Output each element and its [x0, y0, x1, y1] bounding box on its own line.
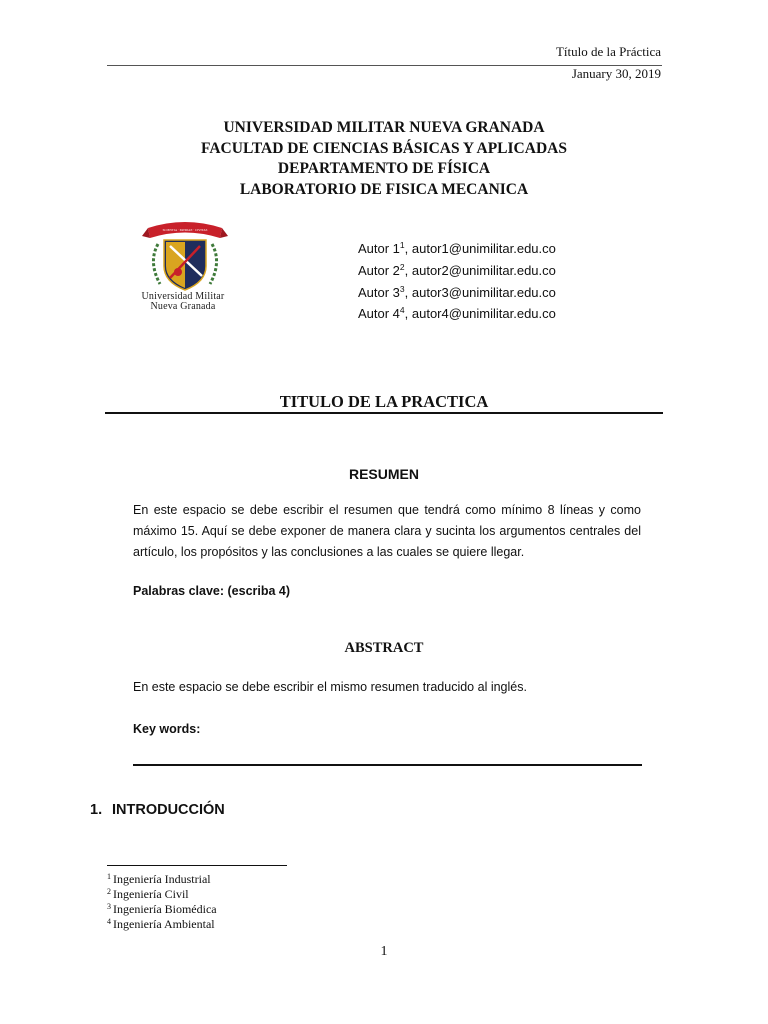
author-line: Autor $2^2$, autor2@unimilitar.edu.co	[358, 261, 556, 278]
practice-title: TITULO DE LA PRACTICA	[279, 392, 489, 411]
running-header-title: Título de la Práctica	[555, 44, 661, 59]
author-list	[358, 238, 556, 325]
palabras-clave: Palabras clave: (escriba 4)	[133, 584, 291, 598]
faculty-name: FACULTAD DE CIENCIAS BÁSICAS Y APLICADAS	[201, 139, 567, 157]
resumen-body: En este espacio se debe escribir el resumen que tendrá como mínimo 8 líneas y como máximo 15. Aquí se debe exponer de manera clara y sucinta los argumentos centrales del artículo, los propósitos y las conclusiones a las cuales se quiere llegar.	[133, 503, 641, 559]
footnote: $^1$ Ingeniería Industrial	[107, 872, 211, 886]
department-name: DEPARTAMENTO DE FÍSICA	[277, 160, 491, 178]
author-line: Autor $4^4$, autor4@unimilitar.edu.co	[358, 305, 556, 322]
logo-wordmark	[140, 292, 226, 312]
logo-ribbon-text: SCIENTIA · PATRIAE · CIVITAS	[162, 228, 208, 232]
abstract-divider	[133, 764, 642, 766]
section-number: 1.	[90, 802, 103, 818]
abstract-body: En este espacio se debe escribir el mismo resumen traducido al inglés.	[133, 680, 527, 694]
page-number: 1	[380, 944, 388, 959]
footnote: $^3$ Ingeniería Biomédica	[107, 902, 217, 916]
university-name: UNIVERSIDAD MILITAR NUEVA GRANADA	[223, 119, 545, 136]
key-words: Key words:	[133, 722, 201, 736]
section-title: INTRODUCCIÓN	[112, 802, 225, 818]
logo-wordmark-line1: Universidad Militar	[141, 291, 225, 302]
running-header-date: January 30, 2019	[571, 66, 661, 81]
footnote: $^4$ Ingeniería Ambiental	[107, 917, 215, 931]
section-heading-introduccion	[90, 802, 225, 818]
resumen-heading: RESUMEN	[348, 466, 419, 482]
logo-laurel-left	[153, 244, 160, 284]
abstract-heading: ABSTRACT	[344, 640, 424, 656]
footnotes	[107, 872, 217, 932]
author-line: Autor $3^3$, autor3@unimilitar.edu.co	[358, 283, 556, 300]
footnote-divider	[107, 865, 287, 866]
institution-block	[0, 118, 768, 201]
laboratory-name: LABORATORIO DE FISICA MECANICA	[239, 181, 529, 199]
footnote: $^2$ Ingeniería Civil	[107, 887, 189, 901]
logo-wordmark-line2: Nueva Granada	[150, 301, 216, 312]
title-divider	[105, 412, 663, 414]
author-line: Autor $1^1$, autor1@unimilitar.edu.co	[358, 240, 556, 256]
logo-laurel-right	[210, 244, 217, 284]
